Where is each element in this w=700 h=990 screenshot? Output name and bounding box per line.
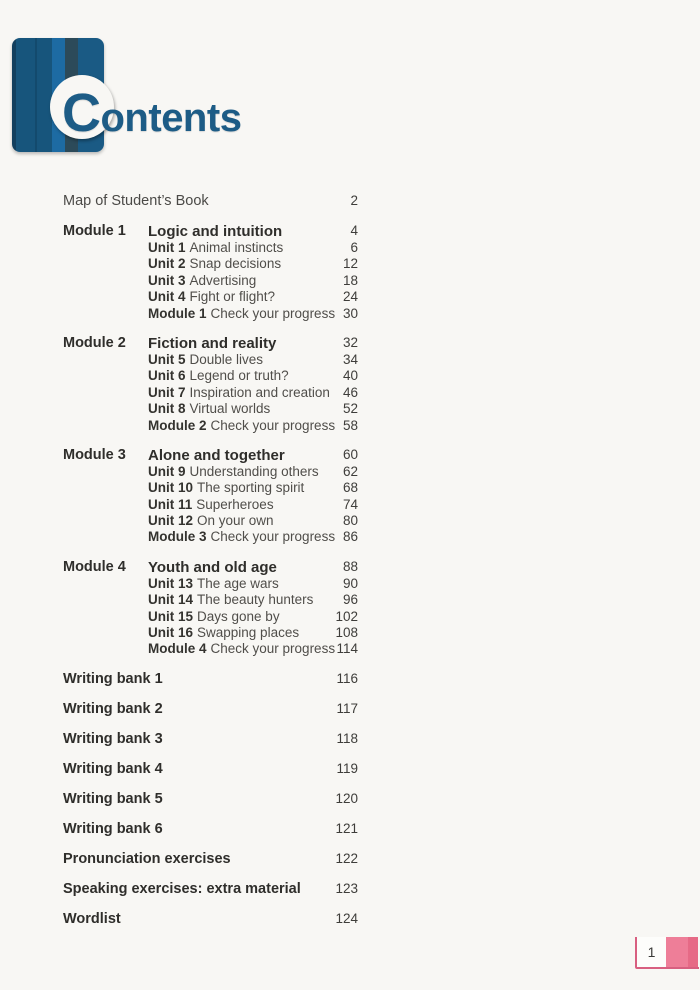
unit-page-number: 102 <box>335 608 358 624</box>
footer-pink-line <box>635 967 699 969</box>
module-units <box>63 352 358 434</box>
unit-label: Module 1 <box>148 305 207 321</box>
unit-row <box>63 625 358 641</box>
unit-row <box>63 256 358 272</box>
unit-page-number: 58 <box>342 417 358 433</box>
back-matter-row <box>63 881 358 898</box>
toc-module-block <box>63 335 358 434</box>
unit-row <box>63 352 358 368</box>
unit-title: Inspiration and creation <box>189 384 330 400</box>
module-units <box>63 576 358 658</box>
unit-title: Superheroes <box>196 496 274 512</box>
back-matter-label: Writing bank 1 <box>63 670 163 687</box>
module-label: Module 1 <box>63 223 126 239</box>
back-matter-page-number: 118 <box>336 730 358 746</box>
unit-title: Check your progress <box>210 305 336 321</box>
unit-page-number: 24 <box>342 289 358 305</box>
unit-page-number: 6 <box>350 240 358 255</box>
unit-row <box>63 368 358 384</box>
module-page-number: 88 <box>342 558 358 574</box>
unit-title: Virtual worlds <box>189 401 271 417</box>
unit-page-number: 96 <box>342 592 358 608</box>
back-matter-row <box>63 911 358 928</box>
back-matter-page-number: 122 <box>335 850 358 866</box>
unit-label: Unit 8 <box>148 401 186 417</box>
unit-row <box>63 464 358 480</box>
unit-row <box>63 592 358 608</box>
unit-row <box>63 480 358 496</box>
unit-title: Understanding others <box>189 463 319 479</box>
back-matter-row <box>63 671 358 688</box>
unit-page-number: 12 <box>342 256 358 272</box>
unit-label: Unit 11 <box>148 496 193 512</box>
unit-page-number: 46 <box>342 384 358 400</box>
unit-label: Unit 15 <box>148 608 194 624</box>
unit-title: Double lives <box>189 351 264 367</box>
back-matter-row <box>63 761 358 778</box>
back-matter-row <box>63 701 358 718</box>
unit-row <box>63 497 358 513</box>
unit-label: Module 4 <box>148 641 207 657</box>
back-matter-page-number: 123 <box>335 880 358 896</box>
page-title-initial: C <box>62 83 101 143</box>
unit-page-number: 18 <box>342 272 358 288</box>
back-matter-page-number: 121 <box>335 820 358 836</box>
module-title: Youth and old age <box>148 558 277 576</box>
back-matter-page-number: 124 <box>335 910 358 926</box>
unit-row <box>63 306 358 322</box>
page-footer <box>635 937 698 967</box>
page-number-box <box>635 937 666 967</box>
unit-title: Days gone by <box>197 608 280 624</box>
unit-title: The sporting spirit <box>197 480 305 496</box>
unit-row <box>63 529 358 545</box>
unit-label: Unit 9 <box>148 463 186 479</box>
unit-row <box>63 401 358 417</box>
unit-label: Unit 14 <box>148 592 194 608</box>
module-heading-row <box>63 335 358 352</box>
unit-page-number: 90 <box>342 575 358 591</box>
unit-title: On your own <box>197 513 274 529</box>
unit-title: Legend or truth? <box>189 368 289 384</box>
unit-row <box>63 641 358 657</box>
toc-module-block <box>63 447 358 546</box>
unit-label: Unit 2 <box>148 256 186 272</box>
module-title: Alone and together <box>148 446 285 464</box>
module-units <box>63 464 358 546</box>
toc-modules <box>63 223 358 658</box>
unit-title: Check your progress <box>210 641 336 657</box>
module-heading-row <box>63 447 358 464</box>
unit-label: Unit 3 <box>148 272 186 288</box>
back-matter-label: Writing bank 4 <box>63 760 163 777</box>
unit-title: Check your progress <box>210 417 336 433</box>
unit-page-number: 40 <box>342 368 358 384</box>
unit-page-number: 62 <box>342 463 358 479</box>
unit-page-number: 52 <box>342 401 358 417</box>
module-label: Module 3 <box>63 446 126 463</box>
unit-title: Advertising <box>189 272 257 288</box>
module-page-number: 60 <box>342 446 358 462</box>
page-title <box>62 83 242 145</box>
unit-row <box>63 240 358 256</box>
back-matter-label: Wordlist <box>63 910 121 927</box>
module-page-number: 32 <box>342 334 358 350</box>
unit-label: Module 2 <box>148 417 207 433</box>
unit-label: Unit 4 <box>148 289 186 305</box>
back-matter-row <box>63 821 358 838</box>
module-units <box>63 240 358 322</box>
unit-page-number: 74 <box>342 496 358 512</box>
module-page-number: 4 <box>350 223 358 238</box>
toc-entry-page-number: 2 <box>350 193 358 208</box>
unit-row <box>63 289 358 305</box>
unit-page-number: 68 <box>342 480 358 496</box>
module-title: Fiction and reality <box>148 334 277 352</box>
module-heading-row <box>63 223 358 240</box>
toc-module-block <box>63 559 358 658</box>
back-matter-page-number: 117 <box>336 700 358 716</box>
unit-title: The age wars <box>197 575 279 591</box>
table-of-contents <box>63 193 358 928</box>
unit-title: Animal instincts <box>189 240 284 255</box>
back-matter-label: Writing bank 2 <box>63 700 163 717</box>
footer-pink-block <box>666 937 698 967</box>
unit-page-number: 34 <box>342 351 358 367</box>
unit-page-number: 80 <box>342 513 358 529</box>
toc-module-block <box>63 223 358 322</box>
unit-title: Swapping places <box>197 625 300 641</box>
unit-label: Unit 12 <box>148 513 194 529</box>
unit-label: Unit 13 <box>148 575 194 591</box>
unit-page-number: 114 <box>336 641 358 657</box>
back-matter-row <box>63 791 358 808</box>
back-matter-page-number: 116 <box>336 670 358 686</box>
unit-label: Unit 1 <box>148 240 186 255</box>
unit-row <box>63 576 358 592</box>
toc-back-matter <box>63 671 358 928</box>
unit-row <box>63 273 358 289</box>
page-number: 1 <box>647 944 656 960</box>
unit-label: Module 3 <box>148 529 207 545</box>
unit-row <box>63 609 358 625</box>
back-matter-page-number: 120 <box>335 790 358 806</box>
unit-title: The beauty hunters <box>197 592 314 608</box>
back-matter-row <box>63 851 358 868</box>
unit-row <box>63 513 358 529</box>
unit-label: Unit 16 <box>148 625 194 641</box>
unit-label: Unit 6 <box>148 368 186 384</box>
unit-row <box>63 418 358 434</box>
back-matter-label: Speaking exercises: extra material <box>63 880 301 897</box>
back-matter-row <box>63 731 358 748</box>
back-matter-label: Pronunciation exercises <box>63 850 231 867</box>
module-title: Logic and intuition <box>148 223 283 240</box>
page-title-rest: ontents <box>100 96 242 140</box>
module-heading-row <box>63 559 358 576</box>
unit-page-number: 108 <box>335 625 358 641</box>
back-matter-label: Writing bank 6 <box>63 820 163 837</box>
unit-row <box>63 385 358 401</box>
module-label: Module 2 <box>63 334 126 351</box>
unit-title: Check your progress <box>210 529 336 545</box>
unit-title: Fight or flight? <box>189 289 276 305</box>
unit-title: Snap decisions <box>189 256 282 272</box>
back-matter-page-number: 119 <box>336 760 358 776</box>
back-matter-label: Writing bank 5 <box>63 790 163 807</box>
back-matter-label: Writing bank 3 <box>63 730 163 747</box>
unit-page-number: 86 <box>342 529 358 545</box>
unit-page-number: 30 <box>342 305 358 321</box>
unit-label: Unit 5 <box>148 351 186 367</box>
toc-entry-map-of-students-book <box>63 193 358 210</box>
toc-entry-label: Map of Student’s Book <box>63 193 209 209</box>
unit-label: Unit 7 <box>148 384 186 400</box>
module-label: Module 4 <box>63 558 126 575</box>
unit-label: Unit 10 <box>148 480 194 496</box>
